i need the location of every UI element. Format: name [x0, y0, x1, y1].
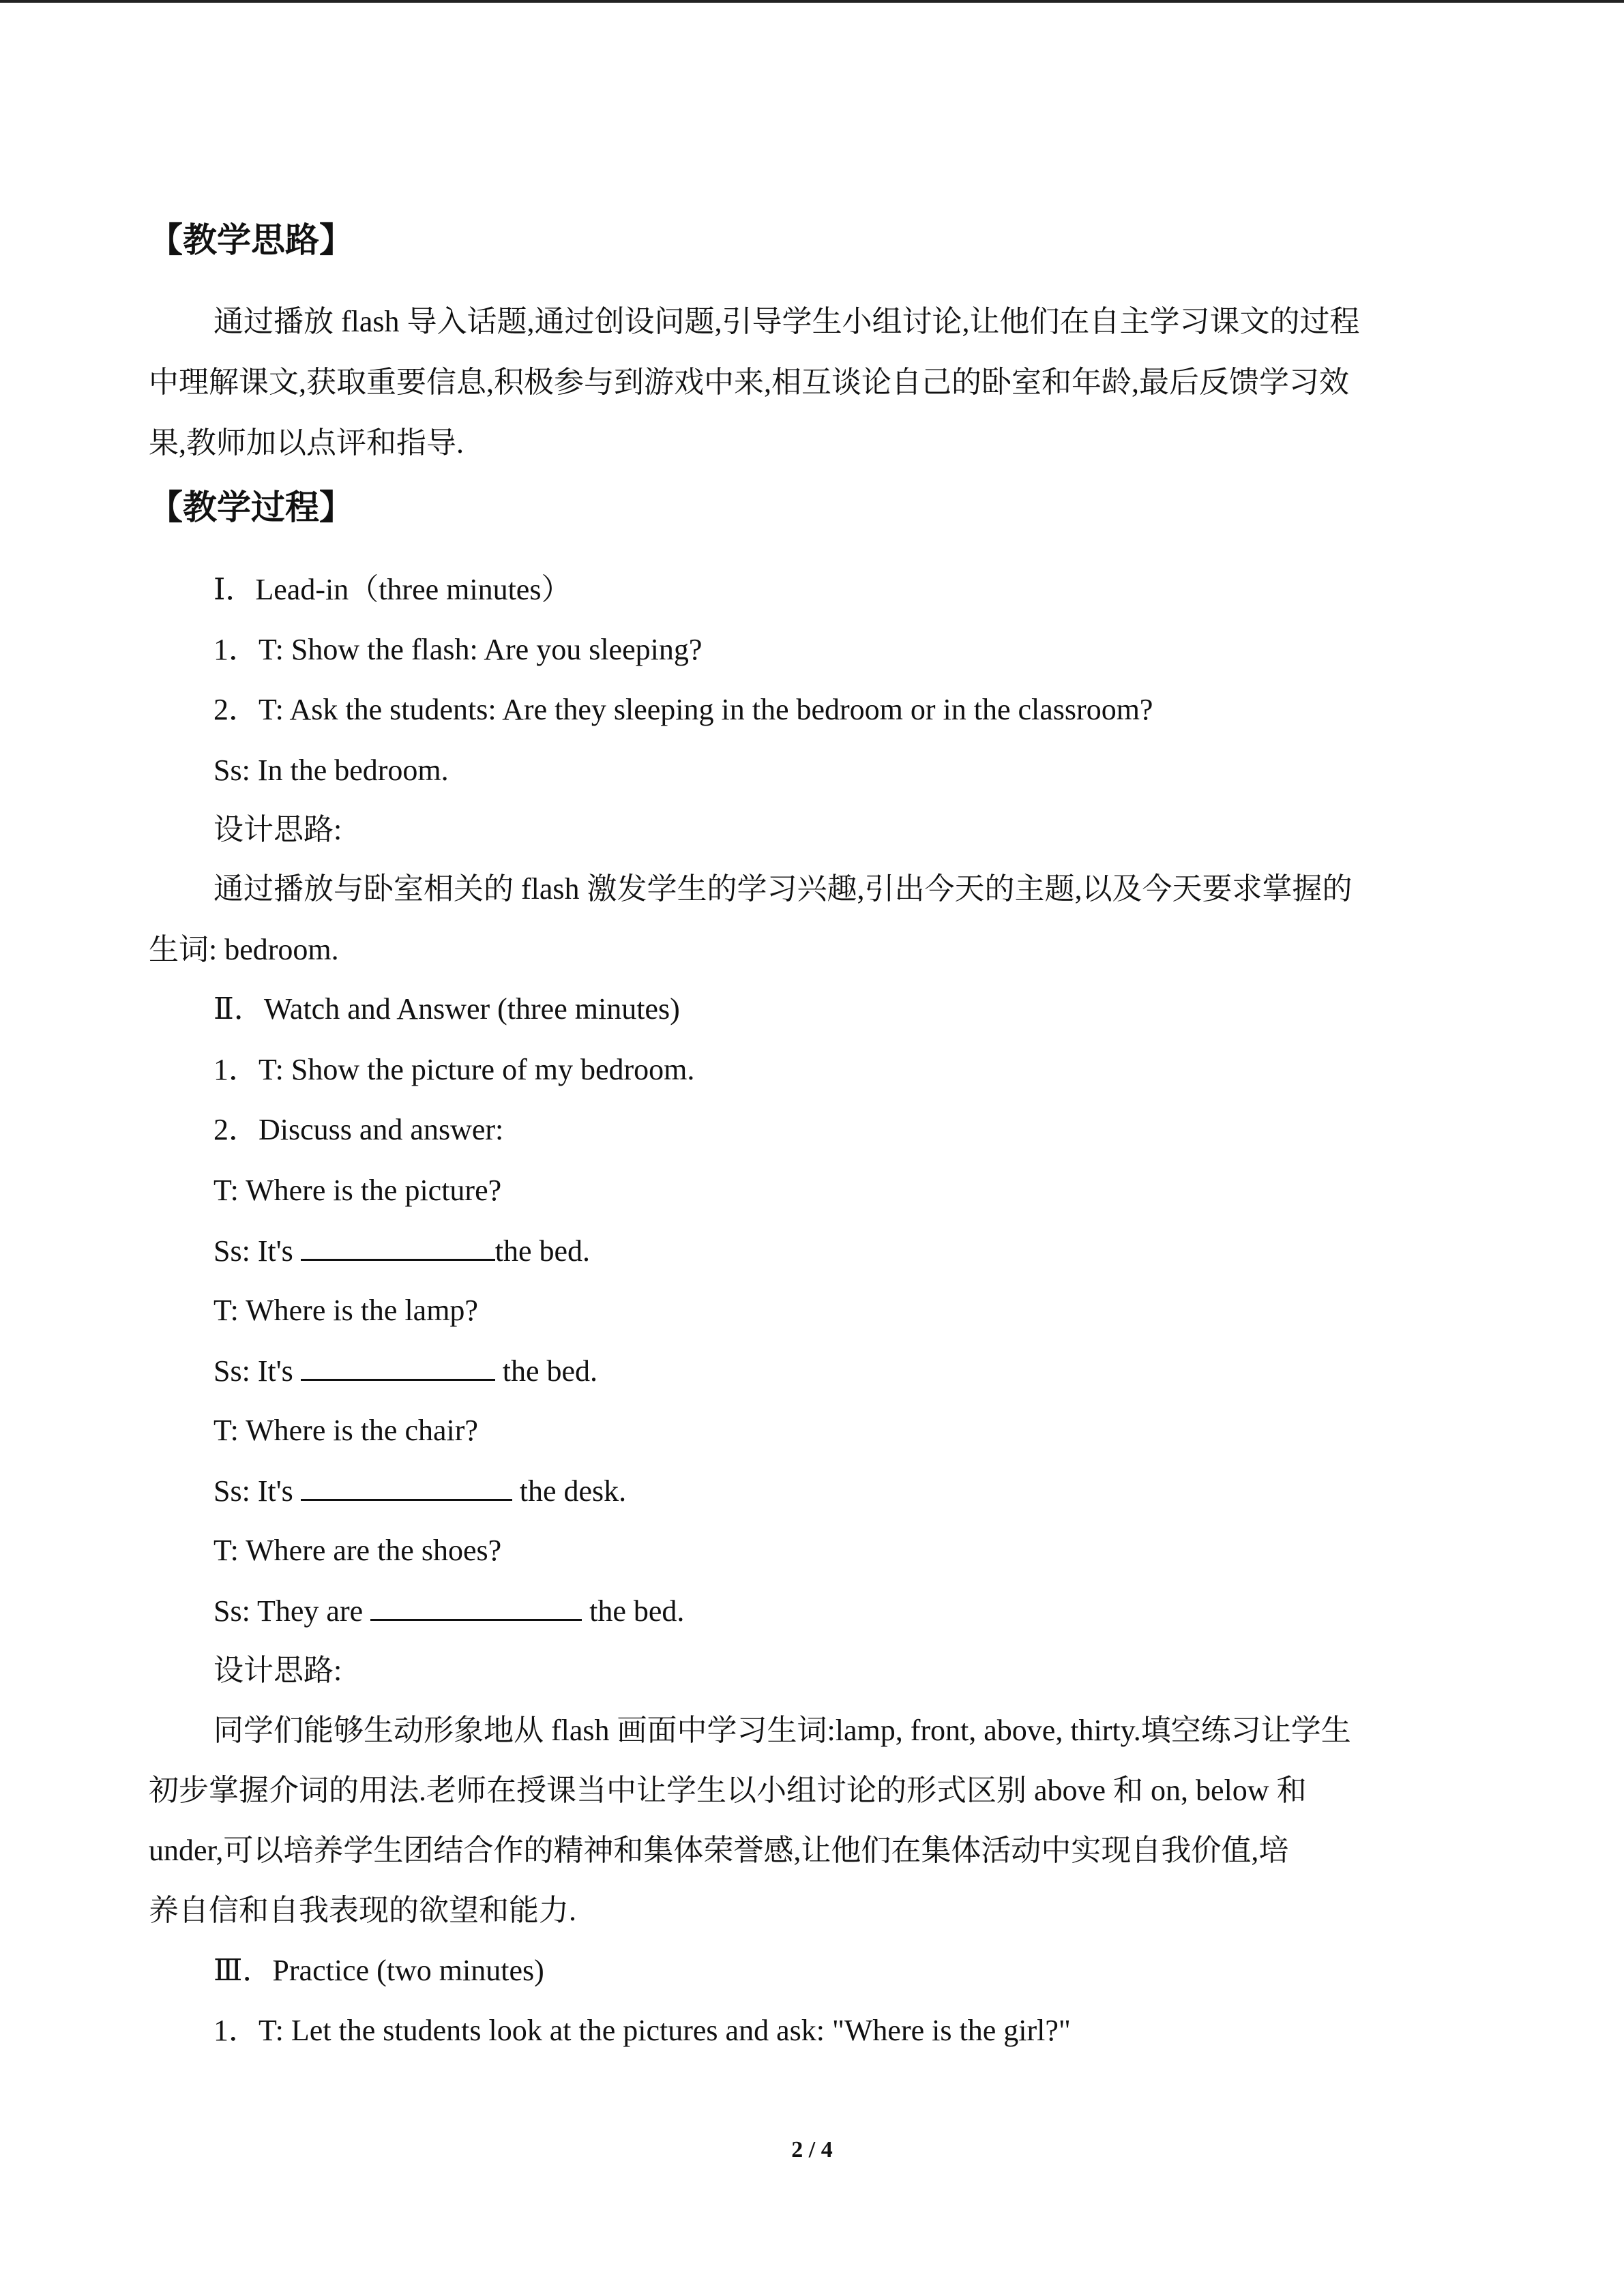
fill-blank [370, 1592, 582, 1621]
heading-teaching-approach: 【教学思路】 [149, 220, 353, 260]
section-title: Ⅰ．Lead-in（three minutes） [213, 573, 572, 606]
answer-suffix: the bed. [582, 1594, 685, 1628]
fill-blank [301, 1352, 495, 1381]
fill-blank [301, 1232, 495, 1261]
answer-suffix: the bed. [494, 1354, 598, 1388]
question-line: T: Where are the shoes? [213, 1534, 502, 1567]
answer-suffix: the bed. [494, 1234, 591, 1268]
design-label: 设计思路: [213, 813, 342, 846]
answer-prefix: Ss: It's [213, 1474, 301, 1508]
answer-suffix: the desk. [512, 1474, 627, 1508]
answer-line [213, 1232, 590, 1270]
fill-blank [301, 1472, 512, 1501]
heading-teaching-process: 【教学过程】 [149, 488, 353, 527]
list-item: 1．T: Show the flash: Are you sleeping? [213, 633, 703, 666]
paragraph-line: 养自信和自我表现的欲望和能力. [149, 1894, 576, 1927]
list-item: 1．T: Let the students look at the pictures and ask: "Where is the girl?" [213, 2014, 1071, 2047]
paragraph-line: 通过播放 flash 导入话题,通过创设问题,引导学生小组讨论,让他们在自主学习课文的过程 [213, 305, 1360, 338]
question-line: T: Where is the picture? [213, 1174, 502, 1207]
question-line: T: Where is the chair? [213, 1414, 478, 1447]
answer-line [213, 1592, 684, 1630]
answer-line [213, 1352, 597, 1390]
top-border [0, 0, 1624, 3]
answer-prefix: Ss: It's [213, 1354, 301, 1388]
section-title: Ⅲ．Practice (two minutes) [213, 1954, 544, 1987]
paragraph-line: under,可以培养学生团结合作的精神和集体荣誉感,让他们在集体活动中实现自我价值,培 [149, 1834, 1289, 1867]
list-item: 2．Discuss and answer: [213, 1113, 504, 1146]
answer-prefix: Ss: They are [213, 1594, 371, 1628]
paragraph-line: 果,教师加以点评和指导. [149, 426, 464, 460]
design-label: 设计思路: [213, 1654, 342, 1687]
paragraph-line: 生词: bedroom. [149, 933, 339, 966]
list-item: 2．T: Ask the students: Are they sleeping in the bedroom or in the classroom? [213, 693, 1153, 726]
answer-line [213, 1472, 626, 1510]
paragraph-line: 中理解课文,获取重要信息,积极参与到游戏中来,相互谈论自己的卧室和年龄,最后反馈学习效 [149, 366, 1349, 399]
paragraph-line: 通过播放与卧室相关的 flash 激发学生的学习兴趣,引出今天的主题,以及今天要求掌握的 [213, 872, 1353, 906]
answer-line: Ss: In the bedroom. [213, 754, 449, 787]
section-title: Ⅱ．Watch and Answer (three minutes) [213, 992, 680, 1026]
answer-prefix: Ss: It's [213, 1234, 301, 1268]
page-number: 2 / 4 [791, 2137, 833, 2162]
list-item: 1．T: Show the picture of my bedroom. [213, 1053, 695, 1086]
paragraph-line: 同学们能够生动形象地从 flash 画面中学习生词:lamp, front, above, thirty.填空练习让学生 [213, 1714, 1351, 1747]
paragraph-line: 初步掌握介词的用法.老师在授课当中让学生以小组讨论的形式区别 above 和 on, below 和 [149, 1774, 1307, 1807]
question-line: T: Where is the lamp? [213, 1294, 478, 1327]
